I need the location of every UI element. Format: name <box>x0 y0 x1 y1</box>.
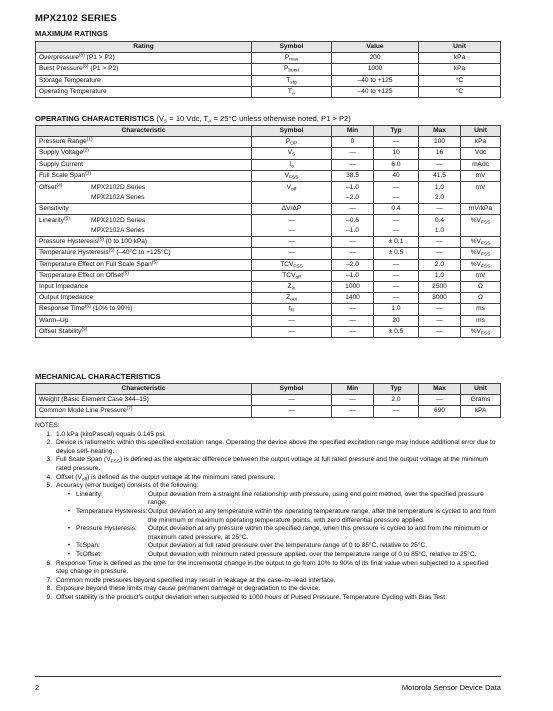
max-cell: 2500 <box>419 282 461 293</box>
accuracy-bullet: • Temperature Hysteresis: Output deviation at any temperature within the operating temperature range, after the temperature is cycled to and from the minimum or maximum operating temperature points, with zero differential pressure applied. <box>67 507 496 524</box>
typ-cell: — <box>374 259 419 270</box>
note-item: 1. 1.0 kPa (kiloPascal) equals 0.145 psi. <box>46 430 166 438</box>
note-item: 3. Full Scale Span $(V_{FSS})$ is defined as the algebraic difference between the output voltage at full rated pressure and the output voltage at the minimum rated pressure. <box>46 456 489 472</box>
notes-section <box>35 422 501 602</box>
footer-divider <box>35 676 501 677</box>
col-header-characteristic: Characteristic <box>36 384 252 395</box>
min-cell: 1000 <box>332 282 374 293</box>
unit-cell: $\%V_{FSS}$ <box>461 326 501 337</box>
characteristic-cell: Weight (Basic Element Case 344–15) <box>36 395 252 406</box>
max-cell: 16 <box>419 148 461 159</box>
min-cell: — <box>332 326 374 337</box>
min-cell: — <box>332 204 374 215</box>
page-number: 2 <box>35 683 40 692</box>
max-cell: — <box>419 204 461 215</box>
symbol-cell: — <box>252 326 332 337</box>
unit-cell: $\%V_{FSS}$ <box>461 248 501 259</box>
max-cell: 100 <box>419 137 461 148</box>
typ-cell: — <box>374 282 419 293</box>
typ-cell: 20 <box>374 315 419 326</box>
table-row <box>36 215 501 237</box>
table-row <box>36 137 501 148</box>
characteristic-cell: Supply Current <box>36 159 252 170</box>
rating-cell: Storage Temperature <box>36 75 252 86</box>
symbol-cell: — <box>252 406 332 417</box>
max-cell: 2.0 <box>419 259 461 270</box>
max-cell: 0.4 1.0 <box>419 215 461 237</box>
characteristic-cell: Temperature Hysteresis$^{(5)}$ (–40°C to +125°C) <box>36 248 252 259</box>
table-row <box>36 259 501 270</box>
operating-characteristics-title: OPERATING CHARACTERISTICS ($V_S = 10$ Vdc, $T_A = 25^\circ C$ unless otherwise noted, P1 > P2) <box>35 114 351 125</box>
rating-cell: Overpressure$^{(8)}$ (P1 > P2) <box>36 53 252 64</box>
typ-cell: ± 0.5 <box>374 248 419 259</box>
unit-cell: kPA <box>461 406 501 417</box>
symbol-cell: $t_R$ <box>252 304 332 315</box>
table-row <box>36 170 501 181</box>
min-cell: — <box>332 237 374 248</box>
unit-cell: mV <box>461 182 501 204</box>
max-cell: — <box>419 315 461 326</box>
unit-cell: mAdc <box>461 159 501 170</box>
characteristic-cell: Supply Voltage$^{(2)}$ <box>36 148 252 159</box>
symbol-cell: — <box>252 395 332 406</box>
table-header-row <box>36 126 501 137</box>
symbol-cell: ΔV/ΔP <box>252 204 332 215</box>
table-row <box>36 148 501 159</box>
mechanical-characteristics-title: MECHANICAL CHARACTERISTICS <box>35 372 161 381</box>
symbol-cell: $V_{FSS}$ <box>252 170 332 181</box>
table-row <box>36 304 501 315</box>
max-cell: 3000 <box>419 293 461 304</box>
characteristic-cell: Linearity$^{(5)}$ MPX2102D Series MPX2102A Series <box>36 215 252 237</box>
document-title: MPX2102 SERIES <box>35 13 118 24</box>
max-cell: 41.5 <box>419 170 461 181</box>
min-cell: — <box>332 304 374 315</box>
typ-cell: 6.0 <box>374 159 419 170</box>
col-header-symbol: Symbol <box>252 126 332 137</box>
characteristic-cell: Pressure Range$^{(1)}$ <box>36 137 252 148</box>
col-header-value: Value <box>332 42 419 53</box>
symbol-cell: — <box>252 237 332 248</box>
col-header-min: Min <box>332 384 374 395</box>
min-cell: 0 <box>332 137 374 148</box>
characteristic-cell: Temperature Effect on Full Scale Span$^{(5)}$ <box>36 259 252 270</box>
col-header-unit: Unit <box>461 126 501 137</box>
table-row <box>36 248 501 259</box>
characteristic-cell: Response Time$^{(6)}$ (10% to 90%) <box>36 304 252 315</box>
table-row <box>36 395 501 406</box>
max-ratings-title: MAXIMUM RATINGS <box>35 29 108 38</box>
col-header-unit: Unit <box>461 384 501 395</box>
typ-cell: 40 <box>374 170 419 181</box>
min-cell: — <box>332 406 374 417</box>
unit-cell: mV <box>461 270 501 281</box>
note-item: 6. Response Time is defined as the time for the incremental change in the output to go from 10% to 90% of its final value when subjected to a specified step change in pressure. <box>46 559 489 576</box>
table-row <box>36 326 501 337</box>
note-item: 2. Device is ratiometric within this specified excitation range. Operating the device above the specified excitation range may induce additional error due to device self–heating. <box>46 439 496 455</box>
unit-cell: mV <box>461 170 501 181</box>
rating-cell: Operating Temperature <box>36 86 252 97</box>
note-item: 8. Exposure beyond these limits may cause permanent damage or degradation to the device. <box>46 585 321 593</box>
col-header-rating: Rating <box>36 42 252 53</box>
unit-cell: °C <box>419 86 501 97</box>
table-row <box>36 182 501 204</box>
max-cell: — <box>419 159 461 170</box>
characteristic-cell: Pressure Hysteresis$^{(5)}$ (0 to 100 kPa) <box>36 237 252 248</box>
col-header-symbol: Symbol <box>252 384 332 395</box>
col-header-max: Max <box>419 384 461 395</box>
symbol-cell: $P_{burst}$ <box>252 64 332 75</box>
min-cell: –0.6 –1.0 <box>332 215 374 237</box>
symbol-cell: $Z_{in}$ <box>252 282 332 293</box>
accuracy-bullet: • TcOffset: Output deviation with minimum rated pressure applied, over the temperature range of 0 to 85°C, relative to 25°C. <box>67 550 477 558</box>
table-header-row <box>36 42 501 53</box>
typ-cell: 2.0 <box>374 395 419 406</box>
table-row <box>36 293 501 304</box>
value-cell: 1000 <box>332 64 419 75</box>
symbol-cell: $V_S$ <box>252 148 332 159</box>
unit-cell: mV/kPa <box>461 204 501 215</box>
col-header-typ: Typ <box>374 126 419 137</box>
characteristic-cell: Temperature Effect on Offset$^{(5)}$ <box>36 270 252 281</box>
max-cell: 1.0 <box>419 270 461 281</box>
unit-cell: kPa <box>419 64 501 75</box>
min-cell: — <box>332 395 374 406</box>
min-cell: — <box>332 315 374 326</box>
unit-cell: $\%V_{FSS}$ <box>461 259 501 270</box>
col-header-typ: Typ <box>374 384 419 395</box>
notes-heading: NOTES: <box>35 422 60 429</box>
symbol-cell: $I_o$ <box>252 159 332 170</box>
max-cell: — <box>419 326 461 337</box>
typ-cell: ± 0.5 <box>374 326 419 337</box>
note-item: 4. Offset $(V_{off})$ is defined as the output voltage at the minimum rated pressure. <box>46 473 276 483</box>
max-cell: — <box>419 304 461 315</box>
accuracy-bullet: • Linearity: Output deviation from a straight line relationship with pressure, using end point method, over the specified pressure range. <box>67 490 484 507</box>
typ-cell: — <box>374 137 419 148</box>
col-header-characteristic: Characteristic <box>36 126 252 137</box>
characteristic-cell: Warm–Up <box>36 315 252 326</box>
min-cell: –1.0 <box>332 270 374 281</box>
typ-cell: 10 <box>374 148 419 159</box>
unit-cell: Ω <box>461 282 501 293</box>
typ-cell: ± 0.1 <box>374 237 419 248</box>
symbol-cell: — <box>252 248 332 259</box>
table-row <box>36 64 501 75</box>
max-cell: — <box>419 395 461 406</box>
unit-cell: kPa <box>419 53 501 64</box>
table-header-row <box>36 384 501 395</box>
table-row <box>36 86 501 97</box>
symbol-cell: $P_{max}$ <box>252 53 332 64</box>
min-cell: — <box>332 248 374 259</box>
table-row <box>36 406 501 417</box>
max-cell: 1.0 2.0 <box>419 182 461 204</box>
col-header-max: Max <box>419 126 461 137</box>
table-row <box>36 53 501 64</box>
rating-cell: Burst Pressure$^{(8)}$ (P1 > P2) <box>36 64 252 75</box>
characteristic-cell: Sensitivity <box>36 204 252 215</box>
typ-cell: — <box>374 406 419 417</box>
note-item: 9. Offset stability is the product’s output deviation when subjected to 1000 hours of Pulsed Pressure, Temperature Cycling with Bias Test. <box>46 593 447 601</box>
table-row <box>36 159 501 170</box>
typ-cell: — — <box>374 182 419 204</box>
min-cell: 38.5 <box>332 170 374 181</box>
unit-cell: Ω <box>461 293 501 304</box>
min-cell: 1400 <box>332 293 374 304</box>
typ-cell: — — <box>374 215 419 237</box>
characteristic-cell: Full Scale Span$^{(3)}$ <box>36 170 252 181</box>
max-ratings-table <box>35 41 501 98</box>
symbol-cell: $T_A$ <box>252 86 332 97</box>
col-header-unit: Unit <box>419 42 501 53</box>
table-row <box>36 237 501 248</box>
table-row <box>36 315 501 326</box>
min-cell: –1.0 –2.0 <box>332 182 374 204</box>
col-header-symbol: Symbol <box>252 42 332 53</box>
characteristic-cell: Offset Stability$^{(9)}$ <box>36 326 252 337</box>
symbol-cell: $TCV_{FSS}$ <box>252 259 332 270</box>
value-cell: –40 to +125 <box>332 86 419 97</box>
note-item: 7. Common mode pressures beyond specified may result in leakage at the case–to–lead interface. <box>46 576 336 584</box>
characteristic-cell: Input Impedance <box>36 282 252 293</box>
characteristic-cell: Common Mode Line Pressure$^{(7)}$ <box>36 406 252 417</box>
typ-cell: — <box>374 270 419 281</box>
symbol-cell: $V_{off}$ <box>252 182 332 204</box>
min-cell: –2.0 <box>332 259 374 270</box>
col-header-min: Min <box>332 126 374 137</box>
characteristic-cell: Output Impedance <box>36 293 252 304</box>
symbol-cell: — <box>252 315 332 326</box>
unit-cell: ms <box>461 304 501 315</box>
typ-cell: 0.4 <box>374 204 419 215</box>
symbol-cell: $P_{OP}$ <box>252 137 332 148</box>
accuracy-bullet: • Pressure Hysteresis: Output deviation at any pressure within the specified range, when this pressure is cycled to and from the minimum or maximum rated pressure, at 25°C. <box>67 525 489 541</box>
operating-characteristics-table <box>35 125 501 338</box>
footer-publication: Motorola Sensor Device Data <box>401 683 501 692</box>
unit-cell: $\%V_{FSS}$ <box>461 237 501 248</box>
mechanical-characteristics-table <box>35 383 501 418</box>
max-cell: — <box>419 248 461 259</box>
table-row <box>36 270 501 281</box>
table-row <box>36 282 501 293</box>
symbol-cell: $T_{stg}$ <box>252 75 332 86</box>
unit-cell: ms <box>461 315 501 326</box>
note-item: 5. Accuracy (error budget) consists of the following: <box>46 482 199 490</box>
unit-cell: kPa <box>461 137 501 148</box>
unit-cell: Grams <box>461 395 501 406</box>
symbol-cell: $Z_{out}$ <box>252 293 332 304</box>
unit-cell: °C <box>419 75 501 86</box>
characteristic-cell: Offset$^{(4)}$ MPX2102D Series MPX2102A Series <box>36 182 252 204</box>
table-row <box>36 75 501 86</box>
symbol-cell: $TCV_{off}$ <box>252 270 332 281</box>
typ-cell: 1.0 <box>374 304 419 315</box>
unit-cell: Vdc <box>461 148 501 159</box>
value-cell: 200 <box>332 53 419 64</box>
min-cell: — <box>332 159 374 170</box>
min-cell: — <box>332 148 374 159</box>
unit-cell: $\%V_{FSS}$ <box>461 215 501 237</box>
typ-cell: — <box>374 293 419 304</box>
symbol-cell: — — <box>252 215 332 237</box>
table-row <box>36 204 501 215</box>
max-cell: — <box>419 237 461 248</box>
accuracy-bullet: • TcSpan: Output deviation at full rated pressure over the temperature range of 0 to 85°C, relative to 25°C. <box>67 542 428 550</box>
value-cell: –40 to +125 <box>332 75 419 86</box>
max-cell: 690 <box>419 406 461 417</box>
